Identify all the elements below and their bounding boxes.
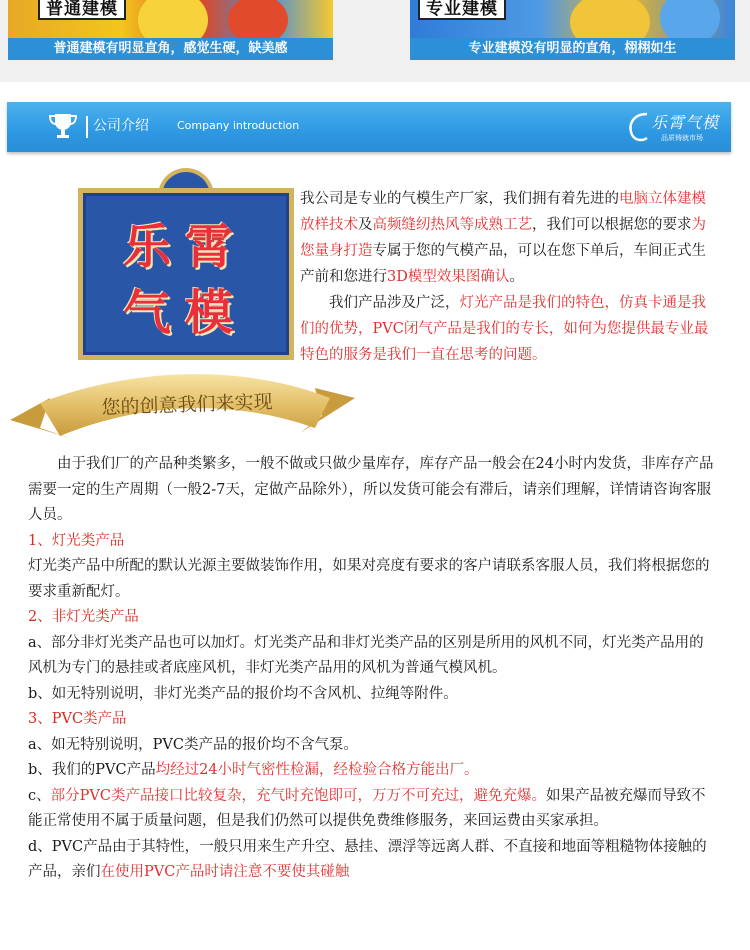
pvc-c-text: c、 (28, 787, 51, 804)
section-item-non-lighting-b: b、如无特别说明，非灯光类产品的报价均不含风机、拉绳等附件。 (28, 685, 458, 702)
banner-title: 公司介绍 (93, 118, 149, 134)
brand-logo (627, 108, 727, 148)
notes-lead: 由于我们厂的产品种类繁多，一般不做或只做少量库存，库存产品一般会在24小时内发货，非库存产品需要一定的生产周期（一般2-7天，定做产品除外），所以发货可能会有滞后，请亲们理解，详情请咨询客服人员。 (28, 456, 714, 523)
panel-label-professional: 专业建模 (418, 0, 506, 20)
company-intro-banner (7, 102, 731, 152)
trophy-icon (47, 112, 79, 140)
intro-text-run: ，我们可以根据您的要求 (532, 217, 692, 233)
intro-text-run: 及 (358, 217, 373, 233)
pvc-d-text: d、PVC产品由于其特性，一般只用来生产升空、悬挂、漂浮等远离人群、不直接和地面等粗糙物体接触的产品，亲们 (28, 838, 707, 880)
intro-text-run: 。 (509, 269, 524, 285)
intro-highlight: 3D模型效果图确认 (387, 269, 510, 285)
section-item-non-lighting-a: a、部分非灯光类产品也可以加灯。灯光类产品和非灯光类产品的区别是所用的风机不同，灯光类产品用的风机为专门的悬挂或者底座风机，非灯光类产品用的风机为普通气模风机。 (28, 634, 704, 676)
shipping-notes (28, 452, 718, 886)
logo-swirl-icon (627, 110, 651, 144)
comparison-panel-normal (8, 0, 333, 60)
section-item-pvc-a: a、如无特别说明，PVC类产品的报价均不含气泵。 (28, 736, 358, 753)
section-title-pvc: 3、PVC类产品 (28, 711, 127, 727)
comparison-strip (0, 0, 750, 82)
pvc-b-text: b、我们的PVC产品 (28, 762, 156, 778)
banner-subtitle: Company introduction (177, 119, 300, 132)
section-body-lighting: 灯光类产品中所配的默认光源主要做装饰作用，如果对亮度有要求的客户请联系客服人员，我们将根据您的要求重新配灯。 (28, 558, 710, 600)
section-item-pvc-d (28, 835, 718, 886)
section-title-non-lighting: 2、非灯光类产品 (28, 609, 139, 625)
emblem-text-line1: 乐霄 (122, 219, 247, 275)
emblem-ribbon-text: 您的创意我们来实现 (101, 391, 273, 419)
intro-text-run: 专属于您的气模产品，可以在您下单后，车间正式生产前和您进行 (300, 243, 706, 285)
intro-text-run: 我们产品涉及广泛， (329, 295, 460, 311)
emblem-text-line2: 气模 (122, 285, 247, 341)
logo-text: 乐霄气模 (651, 113, 720, 132)
intro-highlight: 高频缝纫热风等成熟工艺 (372, 217, 532, 233)
intro-text (300, 186, 720, 368)
panel-caption-professional: 专业建模没有明显的直角，栩栩如生 (410, 38, 735, 60)
intro-text-run: 我公司是专业的气模生产厂家，我们拥有着先进的 (300, 191, 619, 207)
panel-caption-normal: 普通建模有明显直角，感觉生硬，缺美感 (8, 38, 333, 60)
section-item-pvc-c (28, 784, 718, 835)
pvc-c-highlight: 部分PVC类产品接口比较复杂，充气时充饱即可，万万不可充过，避免充爆。 (50, 787, 546, 804)
intro-paragraph-2 (300, 290, 720, 368)
banner-divider (86, 116, 88, 138)
panel-label-normal: 普通建模 (38, 0, 126, 20)
intro-highlight: 为您量身打造 (300, 217, 706, 259)
intro-paragraph-1 (300, 186, 720, 290)
intro-highlight: 灯光产品是我们的特色，仿真卡通是我们的优势，PVC闭气产品是我们的专长，如何为您提供最专业最特色的服务是我们一直在思考的问题。 (300, 295, 709, 363)
pvc-b-highlight: 均经过24小时气密性检漏，经检验合格方能出厂。 (155, 762, 479, 778)
section-item-pvc-b (28, 758, 718, 784)
section-title-lighting: 1、灯光类产品 (28, 532, 125, 549)
comparison-panel-professional (410, 0, 735, 60)
intro-highlight: 电脑立体建模放样技术 (300, 191, 706, 233)
pvc-d-highlight: 在使用PVC产品时请注意不要使其碰触 (100, 864, 350, 880)
logo-slogan: 品质铸就市场 (661, 134, 703, 142)
pvc-c-followup: 如果产品被充爆而导致不能正常使用不属于质量问题，但是我们仍然可以提供免费维修服务，来回运费由买家承担。 (28, 787, 706, 829)
